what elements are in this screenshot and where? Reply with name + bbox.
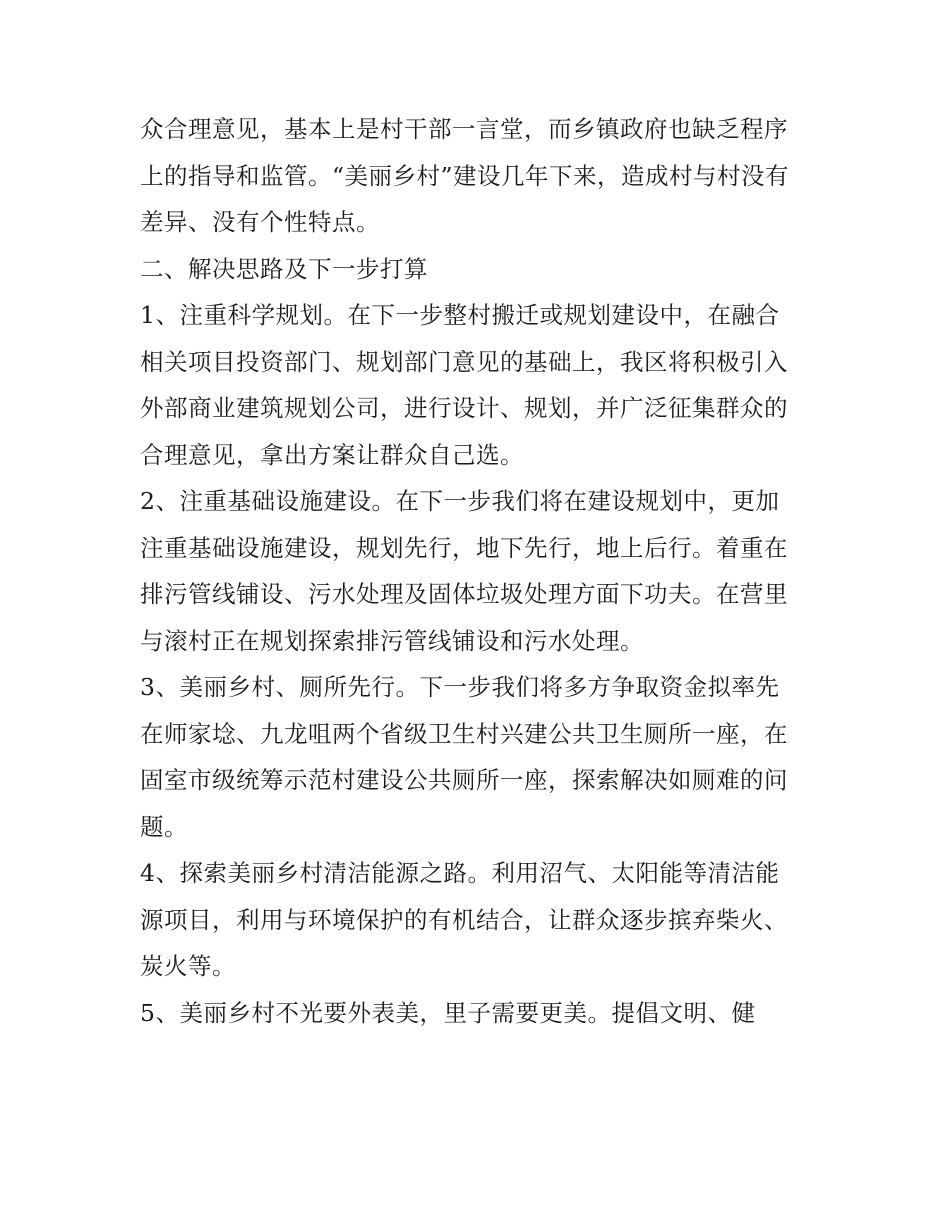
text-line: 在师家埝、九龙咀两个省级卫生村兴建公共卫生厕所一座，在 bbox=[140, 719, 788, 748]
text-line: 排污管线铺设、污水处理及固体垃圾处理方面下功夫。在营里 bbox=[140, 580, 788, 608]
text-line: 3、美丽乡村、厕所先行。下一步我们将多方争取资金拟率先 bbox=[140, 673, 780, 701]
text-line: 上的指导和监管。“美丽乡村”建设几年下来，造成村与村没有 bbox=[140, 161, 790, 190]
text-line: 题。 bbox=[140, 812, 188, 841]
text-line: 注重基础设施建设，规划先行，地下先行，地上后行。着重在 bbox=[140, 533, 788, 562]
text-line: 外部商业建筑规划公司，进行设计、规划，并广泛征集群众的 bbox=[140, 394, 788, 422]
text-line: 源项目，利用与环境保护的有机结合，让群众逐步摈弃柴火、 bbox=[140, 905, 788, 934]
document-body bbox=[140, 106, 820, 1036]
text-line: 相关项目投资部门、规划部门意见的基础上，我区将积极引入 bbox=[140, 347, 788, 376]
text-line: 1、注重科学规划。在下一步整村搬迁或规划建设中，在融合 bbox=[140, 301, 780, 329]
text-line: 4、探索美丽乡村清洁能源之路。利用沼气、太阳能等清洁能 bbox=[140, 859, 780, 887]
section-heading: 二、解决思路及下一步打算 bbox=[140, 254, 428, 283]
text-line: 合理意见，拿出方案让群众自己选。 bbox=[140, 440, 524, 469]
text-line: 差异、没有个性特点。 bbox=[140, 208, 380, 236]
text-line: 固室市级统筹示范村建设公共厕所一座，探索解决如厕难的问 bbox=[140, 766, 788, 794]
text-line: 众合理意见，基本上是村干部一言堂，而乡镇政府也缺乏程序 bbox=[140, 115, 788, 143]
text-line: 炭火等。 bbox=[140, 952, 236, 980]
text-line: 5、美丽乡村不光要外表美，里子需要更美。提倡文明、健 bbox=[140, 998, 756, 1027]
text-line: 与滚村正在规划探索排污管线铺设和污水处理。 bbox=[140, 626, 644, 655]
text-line: 2、注重基础设施建设。在下一步我们将在建设规划中，更加 bbox=[140, 487, 780, 515]
